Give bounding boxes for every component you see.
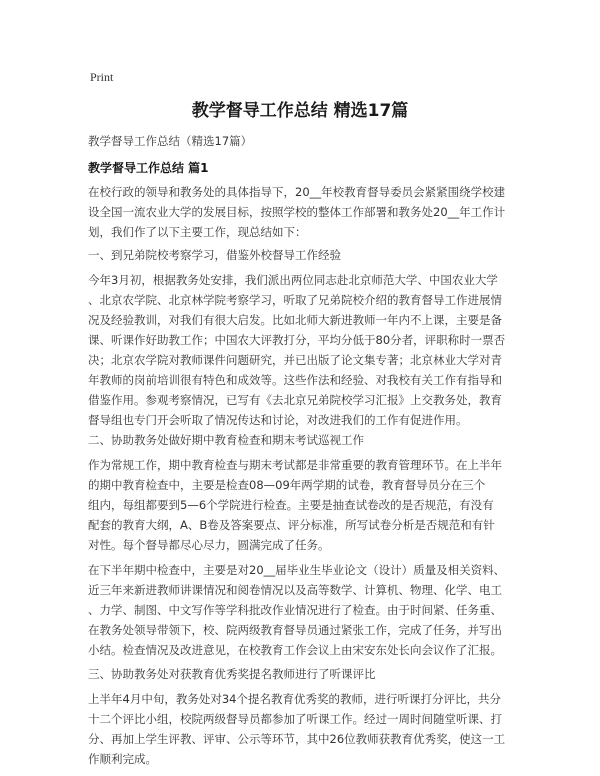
text-line: 在教务处领导带领下，校、院两级教育督导员通过紧张工作，完成了任务，并写出: [88, 623, 502, 637]
section-title: 教学督导工作总结 篇1: [88, 161, 209, 175]
document-title: 教学督导工作总结 精选17篇: [191, 101, 409, 121]
text-line: 今年3月初，根据教务处安排，我们派出两位同志赴北京师范大学、中国农业大学: [88, 273, 498, 287]
text-line: 近三年来新进教师讲课情况和阅卷情况以及高等数学、计算机、物理、化学、电工: [88, 583, 502, 597]
text-line: 配套的教育大纲，A、B卷及答案要点、评分标准，所写试卷分析是否规范和有针: [88, 518, 495, 532]
print-label: Print: [90, 70, 114, 84]
paragraph-midterm-check: [88, 455, 518, 555]
heading-1: 一、到兄弟院校考察学习，借鉴外校督导工作经验: [88, 248, 341, 262]
text-line: 、力学、制图、中文写作等学科批改作业情况进行了检查。由于时间紧、任务重、: [88, 603, 502, 617]
text-line: 小结。检查情况及改进意见，在校教育工作会议上由宋安东处长向会议作了汇报。: [88, 643, 502, 657]
text-line: 况及经验教训，对我们有很大启发。比如北师大新进教师一年内不上课，主要是备: [88, 313, 502, 327]
text-line: 在校行政的领导和教务处的具体指导下，20__年校教育督导委员会紧紧围绕学校建: [88, 185, 506, 199]
paragraph-intro: [88, 182, 518, 242]
paragraph-second-half-check: [88, 560, 518, 660]
text-line: 、北京农学院、北京林学院考察学习，听取了兄弟院校介绍的教育督导工作进展情: [88, 293, 502, 307]
paragraph-teaching-award: [88, 689, 518, 769]
text-line: 十二个评比小组，校院两级督导员都参加了听课工作。经过一周时间随堂听课、打: [88, 712, 502, 726]
text-line: 年教师的岗前培训很有特色和成效等。这些作法和经验、对我校有关工作有指导和: [88, 373, 502, 387]
paragraph-study-visit: [88, 270, 518, 430]
text-line: 课、听课作好助教工作；中国农大评教打分，平均分低于80分者，评职称时一票否: [88, 333, 506, 347]
text-line: 设全国一流农业大学的发展目标，按照学校的整体工作部署和教务处20__年工作计: [88, 205, 506, 219]
text-line: 作为常规工作，期中教育检查与期末考试都是非常重要的教育管理环节。在上半年: [88, 458, 502, 472]
document-subtitle: 教学督导工作总结（精选17篇）: [88, 134, 253, 148]
heading-3: 三、协助教务处对获教育优秀奖提名教师进行了听课评比: [88, 667, 376, 681]
text-line: 分、再加上学生评教、评审、公示等环节，其中26位教师获教育优秀奖，使这一工: [88, 732, 506, 746]
text-line: 决；北京农学院对教师课件问题研究，并已出版了论文集专著；北京林业大学对青: [88, 353, 502, 367]
text-line: 对性。每个督导都尽心尽力，圆满完成了任务。: [88, 538, 330, 552]
text-line: 借鉴作用。参观考察情况，已写有《去北京兄弟院校学习汇报》上交教务处，教育: [88, 393, 502, 407]
text-line: 的期中教育检查中，主要是检查08—09年两学期的试卷，教育督导员分在三个: [88, 478, 486, 492]
text-line: 作顺利完成。: [88, 752, 157, 766]
heading-2: 二、协助教务处做好期中教育检查和期末考试巡视工作: [88, 433, 364, 447]
text-line: 划，我们作了以下主要工作，现总结如下：: [88, 225, 307, 239]
text-line: 督导组也专门开会听取了情况传达和讨论，对改进我们的工作有促进作用。: [88, 413, 468, 427]
text-line: 在下半年期中检查中，主要是对20__届毕业生毕业论文（设计）质量及相关资料、: [88, 563, 506, 577]
text-line: 组内，每组都要到5—6个学院进行检查。主要是抽查试卷改的是否规范，有没有: [88, 498, 494, 512]
text-line: 上半年4月中旬，教务处对34个提名教育优秀奖的教师，进行听课打分评比，共分: [88, 692, 501, 706]
